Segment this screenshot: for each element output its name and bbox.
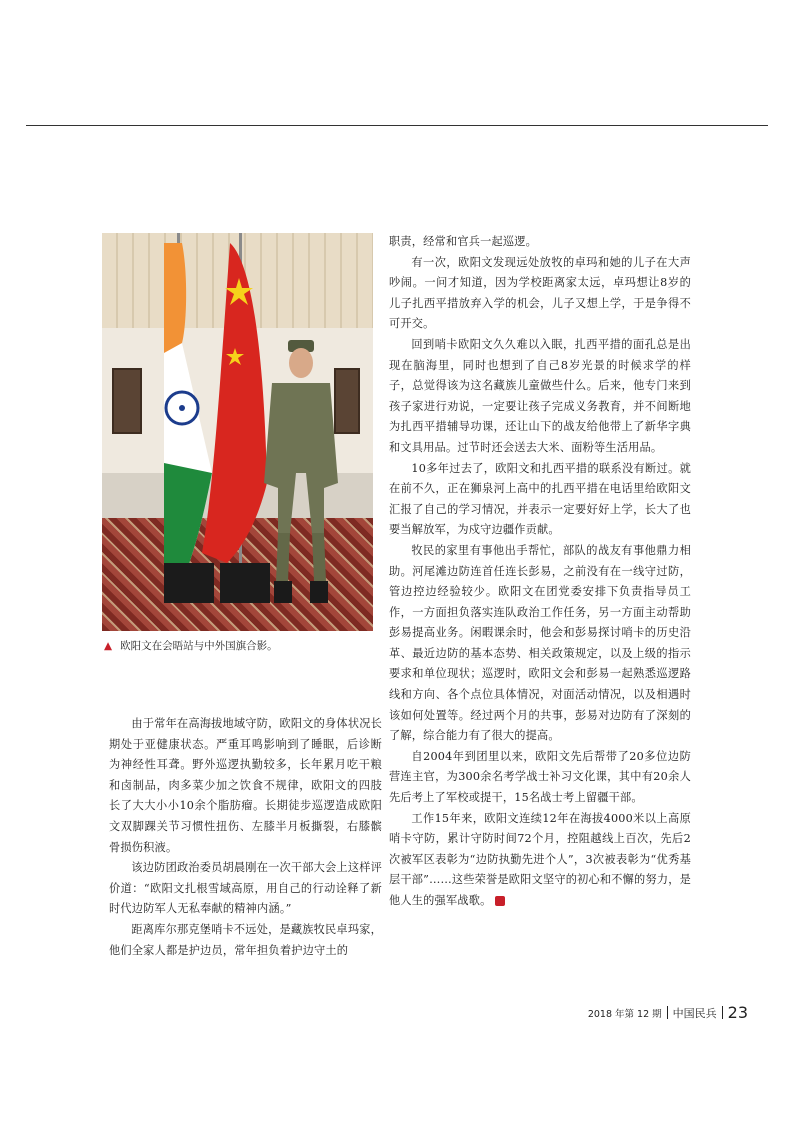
india-flag: [164, 243, 212, 578]
paragraph: 距离库尔那克堡哨卡不远处，是藏族牧民卓玛家，他们全家人都是护边员，常年担负着护边守土的: [109, 922, 382, 957]
page-number: 23: [727, 1003, 748, 1022]
paragraph: 由于常年在高海拔地域守防，欧阳文的身体状况长期处于亚健康状态。严重耳鸣影响到了睡眠，后诊断为神经性耳聋。野外巡逻执勤较多，长年累月吃干粮和卤制品，肉多菜少加之饮食不规律，欧阳文的四肢长了大大小小10余个脂肪瘤。长期徒步巡逻造成欧阳文双脚踝关节习惯性扭伤、左膝半月板撕裂，右膝髌骨损伤积液。: [109, 717, 382, 854]
soldier: [264, 340, 338, 603]
footer-divider: [722, 1006, 723, 1019]
photo-caption: [104, 638, 278, 653]
paragraph: 回到哨卡欧阳文久久难以入眠，扎西平措的面孔总是出现在脑海里，同时也想到了自己8岁光景的时候求学的样子，总觉得该为这名藏族儿童做些什么。后来，他专门来到孩子家进行劝说，一定要让孩子完成义务教育，并不间断地为扎西平措辅导功课，还让山下的战友给他带上了新华字典和文具用品。过节时还会送去大米、面粉等生活用品。: [389, 337, 691, 454]
photo-figures: [102, 233, 373, 631]
paragraph: 牧民的家里有事他出手帮忙，部队的战友有事他鼎力相助。河尾滩边防连首任连长彭易，之前没有在一线守过防，管边控边经验较少。欧阳文在团党委安排下负责指导员工作，一方面担负落实连队政治工作任务，另一方面主动帮助彭易提高业务。闲暇课余时，他会和彭易探讨哨卡的历史沿革、最近边防的基本态势、相关政策规定，以及上级的指示要求和单位现状；巡逻时，欧阳文会和彭易一起熟悉巡逻路线和方向、各个点位具体情况，对面活动情况，以及相遇时该如何处置等。经过两个月的共事，彭易对边防有了深刻的了解，综合能力有了很大的提高。: [389, 543, 691, 743]
end-mark-icon: ■: [495, 896, 505, 906]
photo: [102, 233, 373, 631]
page-footer: [588, 1003, 748, 1022]
caption-triangle-icon: ▲: [104, 640, 113, 652]
photo-caption-text: 欧阳文在会晤站与中外国旗合影。: [120, 640, 278, 652]
flag-base: [164, 563, 214, 603]
footer-divider: [667, 1006, 668, 1019]
china-flag: [202, 243, 267, 563]
paragraph-final-text: 工作15年来，欧阳文连续12年在海拔4000米以上高原哨卡守防，累计守防时间72个月，控阻越线上百次，先后2次被军区表彰为“边防执勤先进个人”，3次被表彰为“优秀基层干部”……这些荣誉是欧阳文坚守的初心和不懈的努力，是他人生的强军战歌。: [389, 811, 691, 907]
left-column: [109, 714, 382, 961]
paragraph: 10多年过去了，欧阳文和扎西平措的联系没有断过。就在前不久，正在狮泉河上高中的扎西平措在电话里给欧阳文汇报了自己的学习情况，并表示一定要好好上学，长大了也要当解放军，为戍守边疆作贡献。: [389, 461, 691, 537]
flag-base: [220, 563, 270, 603]
paragraph: 有一次，欧阳文发现远处放牧的卓玛和她的儿子在大声吵闹。一问才知道，因为学校距离家太远，卓玛想让8岁的儿子扎西平措放弃入学的机会，儿子又想上学，于是争得不可开交。: [389, 255, 691, 331]
magazine-name: 中国民兵: [672, 1006, 717, 1020]
issue-label: 2018 年第 12 期: [587, 1008, 662, 1020]
paragraph: 自2004年到团里以来，欧阳文先后帮带了20多位边防营连主官，为300余名考学战士补习文化课，其中有20余人先后考上了军校或提干，15名战士考上留疆干部。: [389, 749, 691, 805]
paragraph-final: [389, 809, 691, 912]
header-rule: [26, 125, 768, 126]
paragraph: 该边防团政治委员胡晨刚在一次干部大会上这样评价道：“欧阳文扎根雪域高原，用自己的行动诠释了新时代边防军人无私奉献的精神内涵。”: [109, 861, 382, 916]
paragraph: 职责，经常和官兵一起巡逻。: [389, 235, 538, 248]
right-column: [389, 232, 691, 912]
